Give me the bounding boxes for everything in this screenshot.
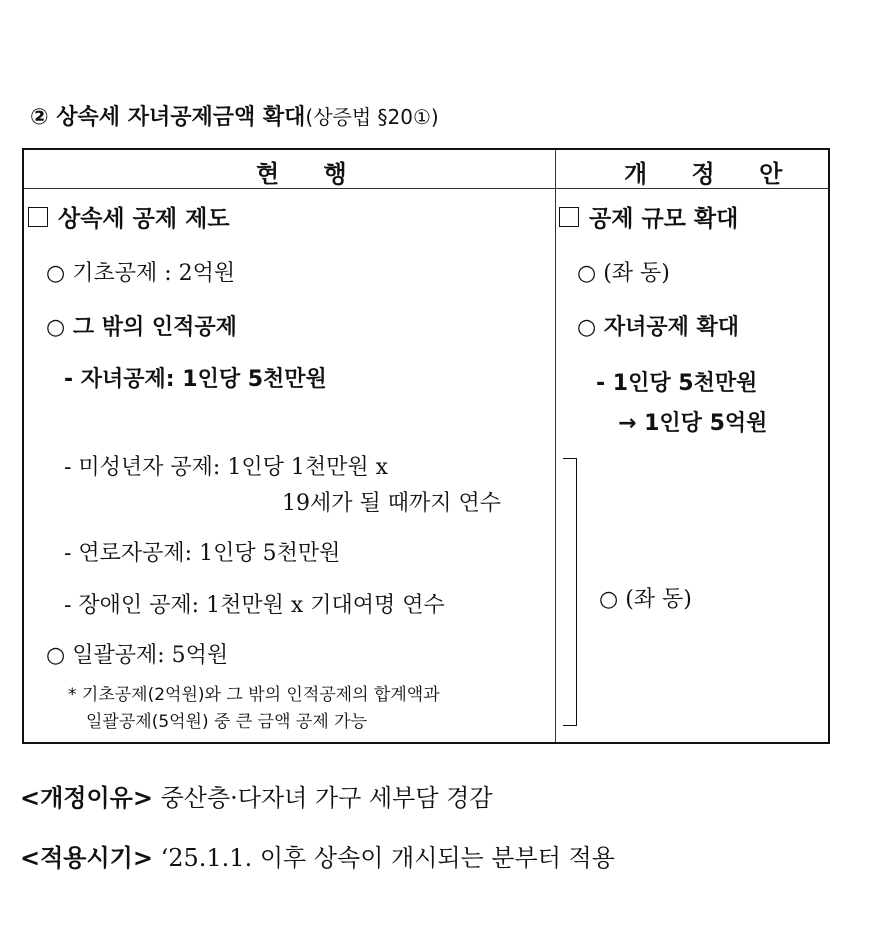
section-heading bbox=[30, 100, 439, 131]
current-section-title bbox=[28, 200, 230, 233]
current-section-title-text: 상속세 공제 제도 bbox=[58, 206, 230, 232]
note-line2: 일괄공제(5억원) 중 큰 금액 공제 가능 bbox=[86, 712, 368, 732]
disabled-deduction: - 장애인 공제: 1천만원 x 기대여명 연수 bbox=[64, 593, 445, 618]
column-divider bbox=[555, 150, 556, 742]
heading-reference: (상증법 §20①) bbox=[305, 105, 439, 129]
minor-deduction-line2: 19세가 될 때까지 연수 bbox=[282, 491, 501, 516]
lump-sum-deduction: ○ 일괄공제: 5억원 bbox=[46, 643, 229, 668]
child-deduction-expansion: ○ 자녀공제 확대 bbox=[577, 315, 740, 340]
revised-section-title-text: 공제 규모 확대 bbox=[589, 206, 739, 232]
revision-reason-text: 중산층·다자녀 가구 세부담 경감 bbox=[160, 784, 493, 812]
revised-column-header: 개 정 안 bbox=[624, 159, 801, 188]
revision-reason-label: <개정이유> bbox=[20, 784, 153, 812]
elderly-deduction: - 연로자공제: 1인당 5천만원 bbox=[64, 541, 341, 566]
checkbox-square-icon bbox=[559, 207, 579, 227]
bracket-bottom bbox=[563, 725, 577, 726]
current-column-header: 현 행 bbox=[256, 159, 365, 188]
child-deduction-after: → 1인당 5억원 bbox=[618, 411, 768, 436]
revision-reason bbox=[20, 778, 493, 813]
basic-deduction: ○ 기초공제 : 2억원 bbox=[46, 261, 236, 286]
comparison-table bbox=[22, 148, 830, 744]
child-deduction: - 자녀공제: 1인당 5천만원 bbox=[64, 367, 327, 392]
same-as-left-2: ○ (좌 동) bbox=[599, 587, 692, 612]
effective-date-text: ‘25.1.1. 이후 상속이 개시되는 분부터 적용 bbox=[160, 844, 615, 872]
heading-title: ② 상속세 자녀공제금액 확대 bbox=[30, 105, 306, 130]
bracket-top bbox=[563, 458, 577, 459]
same-as-left-1: ○ (좌 동) bbox=[577, 261, 670, 286]
child-deduction-before: - 1인당 5천만원 bbox=[596, 371, 758, 396]
minor-deduction-line1: - 미성년자 공제: 1인당 1천만원 x bbox=[64, 455, 388, 480]
effective-date bbox=[20, 838, 615, 873]
note-line1: * 기초공제(2억원)와 그 밖의 인적공제의 합계액과 bbox=[68, 685, 440, 705]
checkbox-square-icon bbox=[28, 207, 48, 227]
revised-section-title bbox=[559, 200, 738, 233]
effective-date-label: <적용시기> bbox=[20, 844, 153, 872]
bracket-vertical bbox=[576, 458, 577, 726]
other-personal-deduction: ○ 그 밖의 인적공제 bbox=[46, 315, 237, 340]
